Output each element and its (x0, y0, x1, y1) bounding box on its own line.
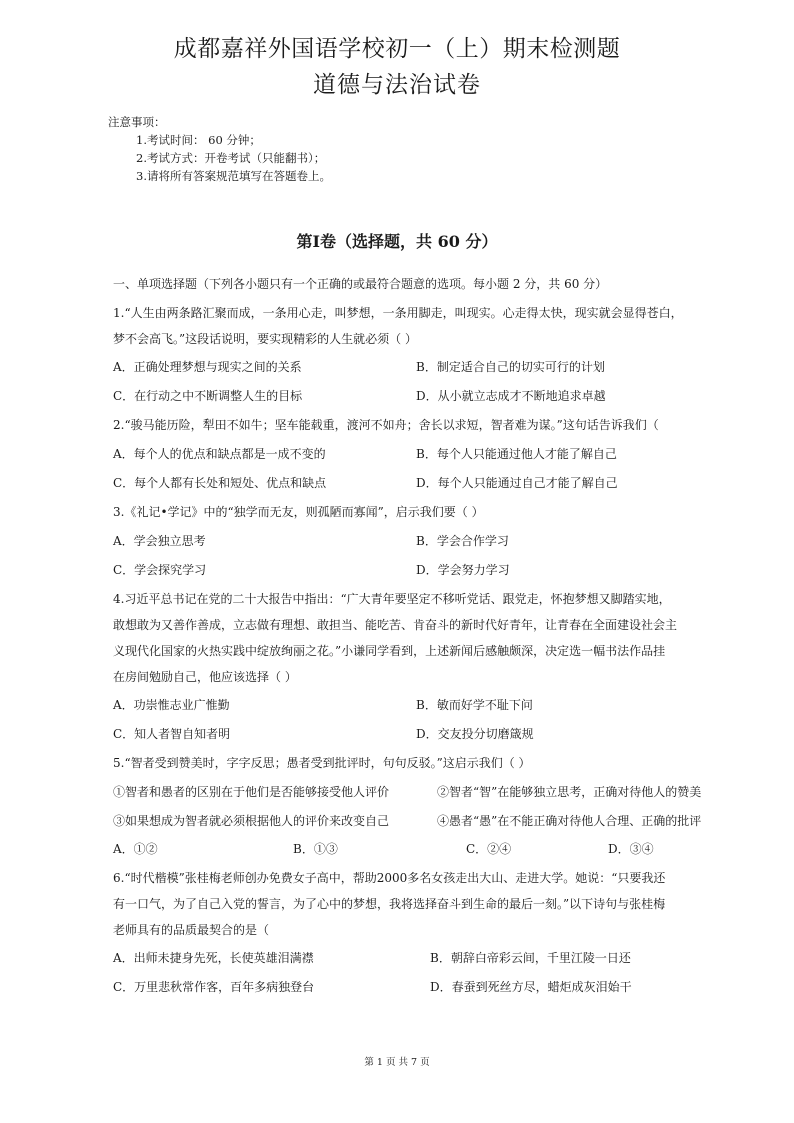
question-4-line: 在房间勉励自己，他应该选择（ ） (113, 670, 297, 684)
question-2-option-d: D．每个人只能通过自己才能了解自己 (416, 476, 618, 490)
question-1-option-d: D．从小就立志成才不断地追求卓越 (416, 389, 606, 403)
question-2-option-a: A．每个人的优点和缺点都是一成不变的 (113, 447, 326, 461)
question-5-statement-3: ③如果想成为智者就必须根据他人的评价来改变自己 (113, 814, 390, 828)
question-5-option-c: C．②④ (466, 842, 512, 856)
question-2-option-c: C．每个人都有长处和短处、优点和缺点 (113, 476, 327, 490)
question-3-option-b: B．学会合作学习 (416, 534, 509, 548)
question-3-option-d: D．学会努力学习 (416, 563, 510, 577)
question-4-option-a: A．功崇惟志业广惟勤 (113, 698, 230, 712)
question-5-statement-2: ②智者“智”在能够独立思考，正确对待他人的赞美 (437, 785, 702, 799)
question-3-option-a: A．学会独立思考 (113, 534, 206, 548)
question-4-option-d: D．交友投分切磨箴规 (416, 727, 534, 741)
question-5-line: 5.“智者受到赞美时，字字反思；愚者受到批评时，句句反驳。”这启示我们（ ） (113, 756, 531, 770)
question-6-line: 6.“时代楷模”张桂梅老师创办免费女子高中，帮助2000多名女孩走出大山、走进大学。她说：“只要我还 (113, 871, 666, 885)
question-5-option-a: A．①② (113, 842, 158, 856)
question-4-line: 4.习近平总书记在党的二十大报告中指出：“广大青年要坚定不移听党话、跟党走，怀抱梦想又脚踏实地， (113, 592, 671, 606)
question-6-line: 老师具有的品质最契合的是（ (113, 923, 270, 937)
question-4-line: 义现代化国家的火热实践中绽放绚丽之花。”小谦同学看到，上述新闻后感触颇深，决定选一幅书法作品挂 (113, 644, 666, 658)
note-item: 2.考试方式：开卷考试（只能翻书）； (136, 151, 326, 165)
question-2-line: 2.“骏马能历险，犁田不如牛；坚车能载重，渡河不如舟；舍长以求短，智者难为谋。”这句话告诉我们（ (113, 418, 659, 432)
question-4-option-b: B．敏而好学不耻下问 (416, 698, 533, 712)
question-1-line: 1.“人生由两条路汇聚而成，一条用心走，叫梦想，一条用脚走，叫现实。心走得太快，现实就会显得苍白， (113, 306, 683, 320)
section-instructions: 一、单项选择题（下列各小题只有一个正确的或最符合题意的选项。每小题 2 分，共 60 分） (113, 277, 608, 291)
question-1-option-c: C．在行动之中不断调整人生的目标 (113, 389, 303, 403)
question-1-line: 梦不会高飞。”这段话说明，要实现精彩的人生就必须（ ） (113, 332, 417, 346)
question-1-option-b: B．制定适合自己的切实可行的计划 (416, 360, 605, 374)
question-6-line: 有一口气，为了自己入党的誓言，为了心中的梦想，我将选择奋斗到生命的最后一刻。”以下诗句与张桂梅 (113, 897, 666, 911)
question-3-option-c: C．学会探究学习 (113, 563, 207, 577)
question-5-option-d: D．③④ (608, 842, 654, 856)
question-2-option-b: B．每个人只能通过他人才能了解自己 (416, 447, 617, 461)
exam-subtitle: 道德与法治试卷 (313, 72, 481, 98)
note-item: 3.请将所有答案规范填写在答题卷上。 (136, 169, 331, 183)
question-6-option-c: C．万里悲秋常作客，百年多病独登台 (113, 980, 315, 994)
note-item: 1.考试时间： 60 分钟； (136, 133, 261, 147)
notes-heading: 注意事项： (108, 115, 166, 129)
page-number: 第 1 页 共 7 页 (364, 1057, 430, 1068)
question-6-option-d: D．春蚕到死丝方尽，蜡炬成灰泪始干 (430, 980, 632, 994)
question-3-line: 3.《礼记•学记》中的“独学而无友，则孤陋而寡闻”，启示我们要（ ） (113, 505, 484, 519)
question-5-statement-1: ①智者和愚者的区别在于他们是否能够接受他人评价 (113, 785, 390, 799)
question-4-line: 敢想敢为又善作善成，立志做有理想、敢担当、能吃苦、肯奋斗的新时代好青年，让青春在全面建设社会主 (113, 618, 678, 632)
question-1-option-a: A．正确处理梦想与现实之间的关系 (113, 360, 302, 374)
question-5-statement-4: ④愚者“愚”在不能正确对待他人合理、正确的批评 (437, 814, 702, 828)
question-5-option-b: B．①③ (293, 842, 338, 856)
section-title: 第Ⅰ卷（选择题，共 60 分） (296, 232, 498, 251)
question-6-option-a: A．出师未捷身先死，长使英雄泪满襟 (113, 951, 314, 965)
question-4-option-c: C．知人者智自知者明 (113, 727, 231, 741)
question-6-option-b: B．朝辞白帝彩云间，千里江陵一日还 (430, 951, 631, 965)
exam-title: 成都嘉祥外国语学校初一（上）期末检测题 (173, 36, 621, 62)
